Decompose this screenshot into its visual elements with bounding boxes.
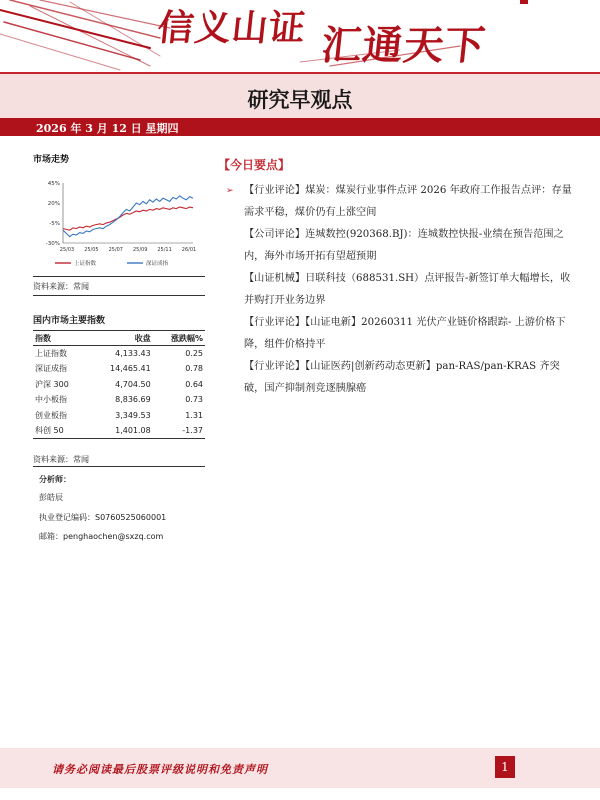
index-change: -1.37 <box>153 423 205 439</box>
col-header-index: 指数 <box>33 331 88 346</box>
y-tick-label: -30% <box>45 241 60 247</box>
index-name: 沪深 300 <box>35 379 69 389</box>
table-row <box>33 346 205 362</box>
col-header-close: 收盘 <box>88 331 153 346</box>
disclaimer-text[interactable]: 请务必阅读最后股票评级说明和免责声明 <box>52 763 268 776</box>
index-change: 1.31 <box>185 410 203 420</box>
col-header-change: 涨跌幅% <box>153 331 205 346</box>
report-date: 2026 年 3 月 12 日 星期四 <box>36 122 179 135</box>
analyst-license: 执业登记编码：S0760525060001 <box>39 513 167 522</box>
analyst-email[interactable]: 邮箱：penghaochen@sxzq.com <box>39 532 164 541</box>
index-name: 上证指数 <box>35 349 67 358</box>
x-tick-label: 25/07 <box>108 247 124 253</box>
market-trend-chart <box>33 165 205 273</box>
table-row <box>33 361 205 377</box>
table-header-row <box>33 331 205 346</box>
list-item[interactable] <box>226 312 572 356</box>
brand-logo-icon <box>520 0 528 4</box>
legend-label: 上证指数 <box>74 261 97 267</box>
divider <box>33 295 205 296</box>
index-change: 0.78 <box>185 364 203 374</box>
table-source: 资料来源：常闻 <box>33 455 89 464</box>
x-tick-label: 25/05 <box>84 247 99 253</box>
index-name: 中小板指 <box>35 395 67 405</box>
report-header <box>0 0 600 72</box>
page-number: 1 <box>495 756 515 778</box>
chart-source: 资料来源：常闻 <box>33 282 89 291</box>
index-change: 0.73 <box>185 395 203 405</box>
highlight-text: 【山证机械】日联科技（688531.SH）点评报告-新签订单大幅增长，收并购打开业务边界 <box>244 273 571 306</box>
highlights-list <box>226 180 572 400</box>
highlight-text: 【行业评论】【山证医药|创新药动态更新】pan-RAS/pan-KRAS 齐突破，国产抑制剂竞逐胰腺癌 <box>244 361 560 394</box>
table-row <box>33 377 205 393</box>
divider <box>33 466 205 467</box>
slogan-left: 信义山证 <box>155 7 308 49</box>
y-tick-label: 45% <box>47 181 60 187</box>
index-close: 1,401.08 <box>88 423 153 439</box>
index-close: 3,349.53 <box>115 410 151 420</box>
table-row <box>33 392 205 408</box>
table-row <box>33 408 205 424</box>
index-name: 科创 50 <box>33 423 88 439</box>
highlight-text: 【公司评论】连城数控(920368.BJ)：连城数控快报-业绩在预告范围之内，海外市场开拓有望超预期 <box>244 229 564 262</box>
x-tick-label: 25/09 <box>132 247 148 253</box>
highlight-text: 【行业评论】煤炭：煤炭行业事件点评 2026 年政府工作报告点评：存量需求平稳，煤价仍有上涨空间 <box>244 185 572 218</box>
list-item[interactable] <box>226 224 572 268</box>
table-row <box>33 423 205 439</box>
index-change: 0.25 <box>185 349 203 358</box>
market-trend-title: 市场走势 <box>33 155 70 165</box>
index-name: 创业板指 <box>35 410 67 420</box>
list-item[interactable] <box>226 180 572 224</box>
date-band <box>0 118 600 136</box>
list-item[interactable] <box>226 268 572 312</box>
x-tick-label: 25/11 <box>157 247 172 253</box>
index-close: 14,465.41 <box>110 364 151 374</box>
today-highlights-title: 【今日要点】 <box>218 158 291 172</box>
market-trend-section <box>33 152 205 165</box>
series-line-shenzhen <box>63 196 193 237</box>
analyst-name: 彭皓辰 <box>39 493 63 502</box>
legend-label: 深证成指 <box>146 261 169 267</box>
x-tick-label: 25/03 <box>59 247 75 253</box>
x-tick-label: 26/01 <box>181 247 197 253</box>
report-title: 研究早观点 <box>247 88 353 112</box>
index-name: 深证成指 <box>35 364 67 374</box>
title-band <box>0 72 600 118</box>
y-tick-label: 20% <box>47 201 60 207</box>
slogan-right: 汇通天下 <box>319 22 489 69</box>
report-footer <box>0 748 600 788</box>
index-change: 0.64 <box>185 379 203 389</box>
highlight-text: 【行业评论】【山证电新】20260311 光伏产业链价格跟踪- 上游价格下降，组件价格持平 <box>244 317 566 350</box>
index-close: 8,836.69 <box>115 395 151 405</box>
arrow-bullet-icon: ➢ <box>226 186 234 196</box>
indices-title: 国内市场主要指数 <box>33 316 106 326</box>
indices-table <box>33 330 205 439</box>
analyst-label: 分析师： <box>39 475 71 484</box>
divider <box>33 276 205 277</box>
index-close: 4,704.50 <box>115 379 151 389</box>
y-tick-label: -5% <box>49 221 60 227</box>
index-close: 4,133.43 <box>115 349 151 358</box>
list-item[interactable] <box>226 356 572 400</box>
